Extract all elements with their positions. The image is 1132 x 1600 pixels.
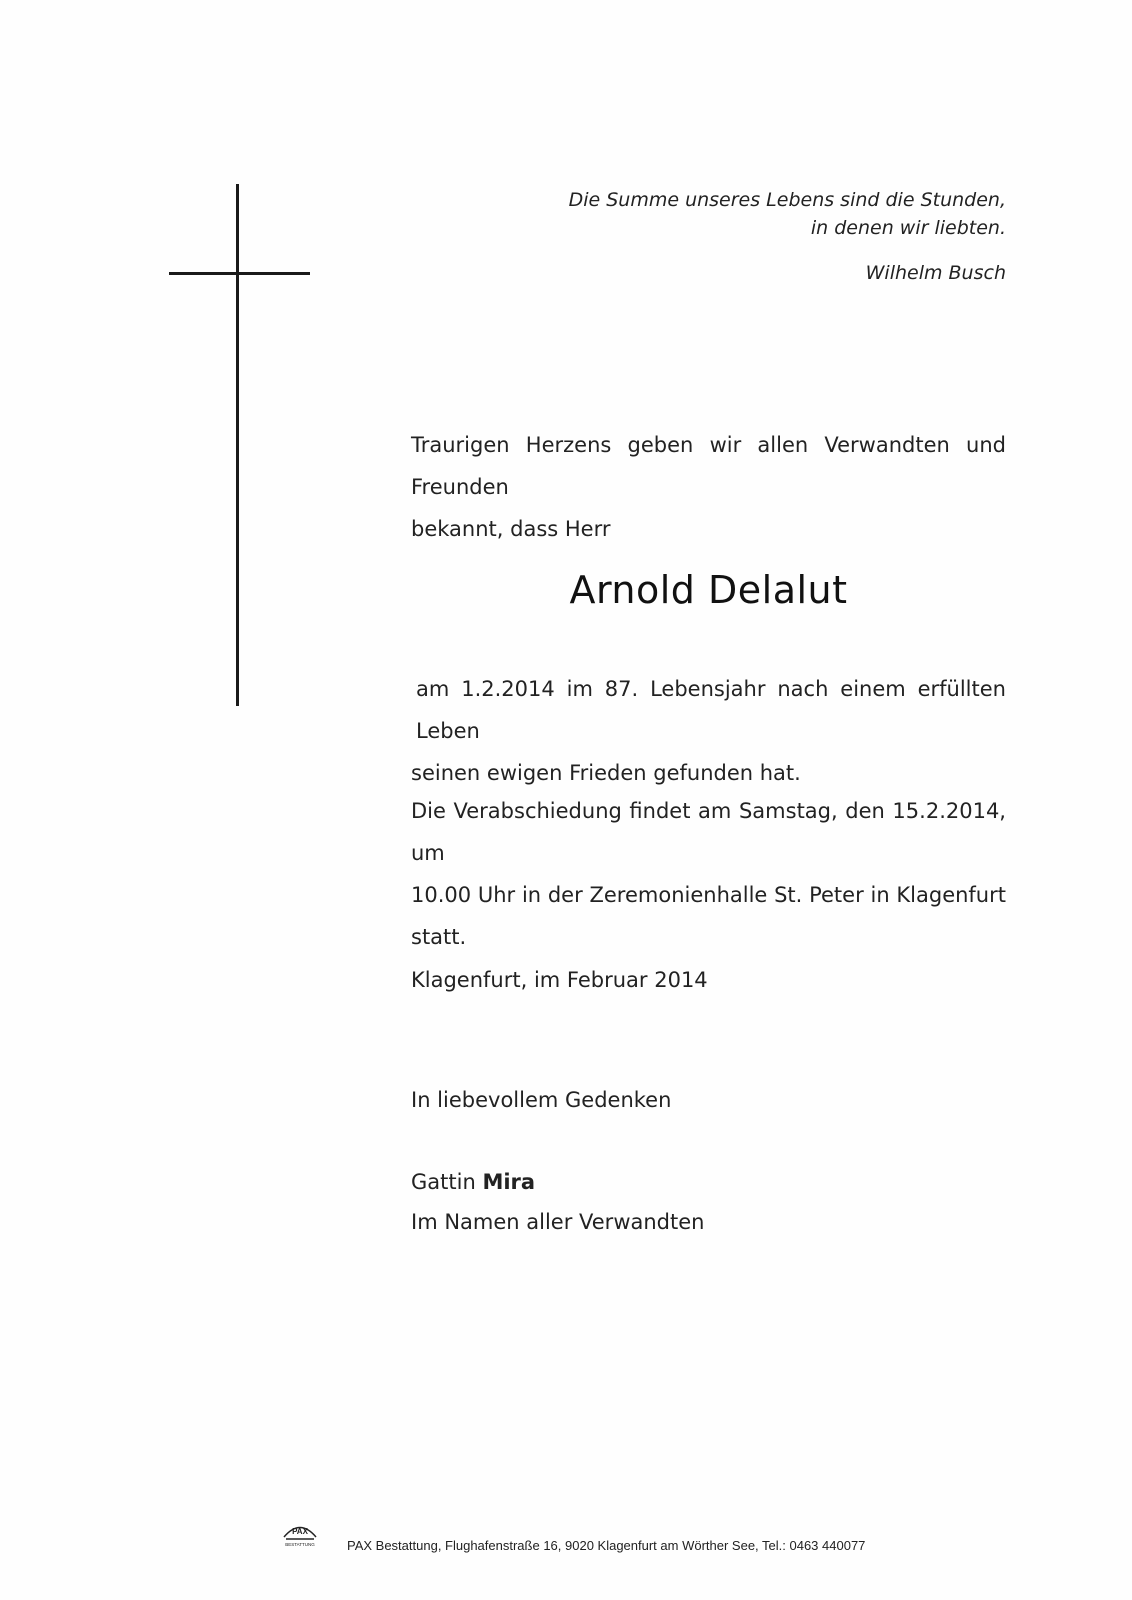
pax-logo-text: PAX xyxy=(292,1527,308,1536)
signatory-relatives: Im Namen aller Verwandten xyxy=(411,1210,705,1234)
quote-author: Wilhelm Busch xyxy=(865,262,1006,284)
farewell-paragraph xyxy=(411,790,1006,958)
place-date: Klagenfurt, im Februar 2014 xyxy=(411,968,708,992)
signatory-prefix: Gattin xyxy=(411,1170,476,1194)
intro-line-1: Traurigen Herzens geben wir allen Verwandten und Freunden xyxy=(411,433,1006,499)
spouse-name: Mira xyxy=(482,1170,536,1194)
farewell-line-1: Die Verabschiedung findet am Samstag, den 15.2.2014, um xyxy=(411,799,1006,865)
death-line-1: am 1.2.2014 im 87. Lebensjahr nach einem erfüllten Leben xyxy=(416,677,1006,743)
farewell-line-2: 10.00 Uhr in der Zeremonienhalle St. Peter in Klagenfurt statt. xyxy=(411,883,1006,949)
quote-line-2: in denen wir liebten. xyxy=(810,217,1006,239)
signatory-spouse xyxy=(411,1170,535,1194)
closing-line: In liebevollem Gedenken xyxy=(411,1088,672,1112)
quote xyxy=(569,186,1006,242)
quote-line-1: Die Summe unseres Lebens sind die Stunden, xyxy=(568,189,1006,211)
cross-vertical-bar xyxy=(236,184,239,706)
cross-horizontal-bar xyxy=(169,272,310,275)
intro-paragraph xyxy=(411,424,1006,550)
death-paragraph xyxy=(411,668,1006,794)
deceased-name: Arnold Delalut xyxy=(569,568,848,612)
footer-address: PAX Bestattung, Flughafenstraße 16, 9020 Klagenfurt am Wörther See, Tel.: 0463 440077 xyxy=(347,1538,866,1553)
intro-line-2: bekannt, dass Herr xyxy=(411,517,611,541)
pax-logo-subtext: BESTATTUNG xyxy=(285,1542,315,1547)
pax-logo-icon xyxy=(278,1520,322,1550)
death-line-2: seinen ewigen Frieden gefunden hat. xyxy=(411,761,801,785)
